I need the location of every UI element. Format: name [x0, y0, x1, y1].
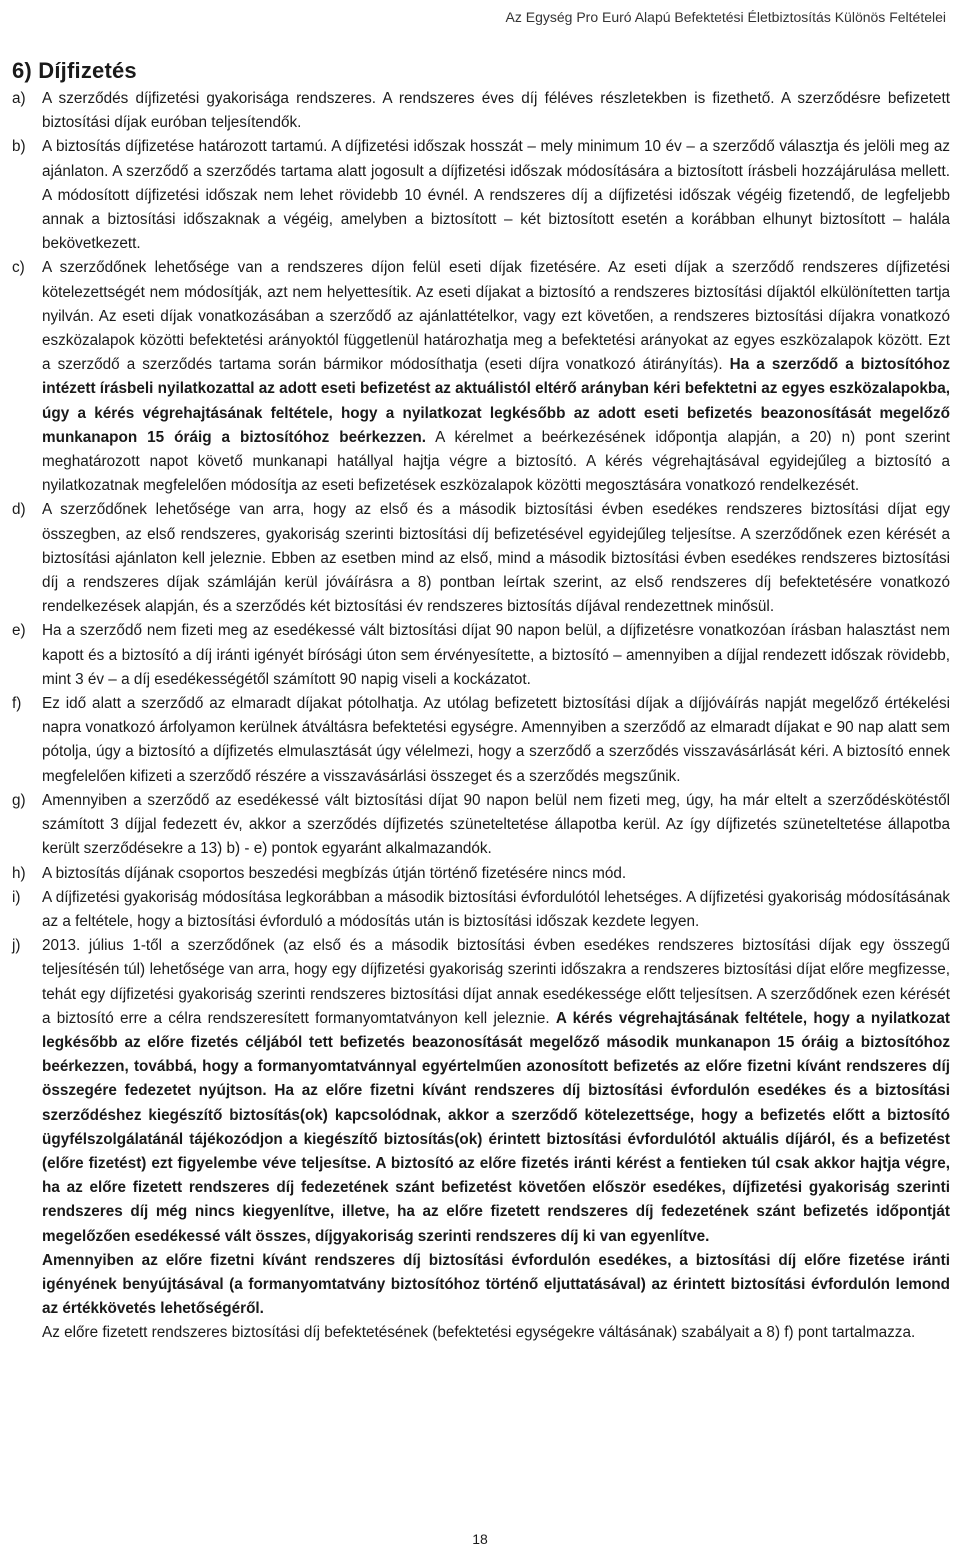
list-item: [12, 692, 950, 789]
bold-text-segment: Ha a szerződő a biztosítóhoz intézett írásbeli nyilatkozattal az adott eseti befizetést az aktuálistól eltérő arányban kéri befektetni az egyes eszközalapokba, úgy a kérés végrehajtásának feltétele, hogy a nyilatkozat legkésőbb az adott eseti befizetés beazonosítását megelőző munkanapon 15 óráig a biztosítóhoz beérkezzen.: [42, 356, 950, 446]
item-paragraph: [42, 1249, 950, 1322]
list-item: [12, 256, 950, 498]
item-letter: e): [12, 622, 26, 640]
item-body: [42, 498, 950, 619]
text-segment: A szerződőnek lehetősége van arra, hogy az első és a második biztosítási évben esedékes rendszeres biztosítási díjat egy összegben, az első rendszeres, gyakoriság szerinti biztosítási díj befizetésével egyidejűleg teljesítse. A szerződőnek ezen kérését a biztosítási ajánlaton kell jeleznie. Ebben az esetben mind az első, mind a második biztosítási évben esedékes rendszeres biztosítási díj a rendszeres díjak számláján kerül jóváírásra a 8) pontban leírtak szerint, az első rendszeres díj befektetésére vonatkozó rendelkezések alapján, és a szerződés két biztosítási év rendszeres biztosítás díjával rendezettnek minősül.: [42, 501, 950, 616]
list-item: [12, 87, 950, 135]
bold-text-segment: A kérés végrehajtásának feltétele, hogy a nyilatkozat legkésőbb az előre fizetés céljából tett befizetés beazonosítását megelőző második munkanapon 15 óráig a biztosítóhoz beérkezzen, továbbá, hogy a formanyomtatvánnyal egyértelműen azonosított befizetés az előre fizetni kívánt rendszeres díj összegére fedezetet nyújtson. Ha az előre fizetni kívánt rendszeres díj biztosítási évfordulón esedékes és a biztosítási szerződéshez kiegészítő biztosítás(ok) kapcsolódnak, akkor a szerződő kötelezettsége, hogy a befizetés előtt a biztosító ügyfélszolgálatánál tájékozódjon a kiegészítő biztosítás(ok) érintett biztosítási évfordulótól aktuális díjáról, és a befizetést (előre fizetést) ezt figyelembe véve teljesítse. A biztosító az előre fizetés iránti kérést a fentieken túl csak akkor hajtja végre, ha az előre fizetett rendszeres díj fedezetének szánt befizetést követően először esedékes, díjfizetési gyakoriság szerinti rendszeres díj még nincs kiegyenlítve, illetve, ha az előre fizetett rendszeres díj fedezetének szánt befizetés időpontját megelőzően esedékessé vált összes, díjgyakoriság szerinti rendszeres díj ki van egyenlítve.: [42, 1009, 950, 1245]
list-item: [12, 886, 950, 934]
page-number: 18: [472, 1531, 488, 1547]
text-segment: Ha a szerződő nem fizeti meg az esedékessé vált biztosítási díjat 90 napon belül, a díjfizetésre vonatkozóan írásban halasztást nem kapott és a biztosító a díj iránti igényét bírósági úton sem érvényesítette, a biztosító – amennyiben a díjjal rendezett időszak rövidebb, mint 3 év – a díj esedékességétől számított 90 napig viseli a kockázatot.: [42, 622, 950, 688]
text-segment: A díjfizetési gyakoriság módosítása legkorábban a második biztosítási évfordulótól lehetséges. A díjfizetési gyakoriság módosításának az a feltétele, hogy a biztosítási évforduló a módosítás után is biztosítási időszak kezdete legyen.: [42, 888, 950, 930]
item-body: [42, 789, 950, 862]
item-letter: d): [12, 501, 26, 519]
item-letter: i): [12, 888, 21, 906]
item-letter: f): [12, 695, 22, 713]
text-segment: A biztosítás díjfizetése határozott tartamú. A díjfizetési időszak hosszát – mely minimum 10 év – a szerződő választja és jelöli meg az ajánlaton. A szerződő a szerződés tartama alatt jogosult a díjfizetési időszak módosítására a biztosított írásbeli hozzájárulása mellett. A módosított díjfizetési időszak nem lehet rövidebb 10 évnél. A rendszeres díj a díjfizetési időszak végéig fizetendő, de legfeljebb annak a biztosítási időszaknak a végéig, amelyben a biztosított – két biztosított esetén a korábban elhunyt biztosított – halála bekövetkezett.: [42, 138, 950, 253]
list-item: [12, 934, 950, 1345]
item-paragraph: [42, 256, 950, 498]
text-segment: 2013. július 1-től a szerződőnek (az első és a második biztosítási évben esedékes rendszeres biztosítási díjak egy összegű teljesítésén túl) lehetősége van arra, hogy egy díjfizetési gyakoriság szerinti időszakra a rendszeres biztosítási díjat előre megfizesse, tehát egy díjfizetési gyakoriság szerinti rendszeres biztosítási díjat annak esedékessége előtt teljesítsen. A szerződőnek ezen kérését a biztosító erre a célra rendszeresített formanyomtatványon kell jeleznie.: [42, 937, 950, 1027]
text-segment: Az előre fizetett rendszeres biztosítási díj befektetésének (befektetési egységekre váltásának) szabályait a 8) f) pont tartalmazza.: [42, 1324, 916, 1342]
item-paragraph: [42, 862, 950, 886]
item-letter: b): [12, 138, 26, 156]
item-paragraph: [42, 692, 950, 789]
item-paragraph: [42, 87, 950, 135]
item-letter: c): [12, 259, 25, 277]
list-item: [12, 619, 950, 692]
text-segment: Ez idő alatt a szerződő az elmaradt díjakat pótolhatja. Az utólag befizetett biztosítási díjak a díjjóváírás napját megelőző értékelési napra vonatkozó árfolyamon kerülnek átváltásra befektetési egységre. Amennyiben a szerződő az elmaradt díjakat e 90 nap alatt sem pótolja, úgy a biztosító a díjfizetés elmulasztását úgy vélelmezi, hogy a szerződő a szerződés visszavásárlását kéri. A biztosító ennek megfelelően kifizeti a szerződő részére a visszavásárlási összeget és a szerződés megszűnik.: [42, 695, 950, 785]
item-paragraph: [42, 886, 950, 934]
list-item: [12, 498, 950, 619]
item-body: [42, 135, 950, 256]
item-letter: h): [12, 864, 26, 882]
list-item: [12, 789, 950, 862]
text-segment: A szerződés díjfizetési gyakorisága rendszeres. A rendszeres éves díj féléves részletekben is fizethető. A szerződésre befizetett biztosítási díjak euróban teljesítendők.: [42, 90, 950, 132]
running-header: Az Egység Pro Euró Alapú Befektetési Életbiztosítás Különös Feltételei: [505, 9, 946, 25]
bold-text-segment: Amennyiben az előre fizetni kívánt rendszeres díj biztosítási évfordulón esedékes, a biztosítási díj előre fizetése iránti igényének benyújtásával (a formanyomtatvány biztosítóhoz történő eljuttatásával) az érintett biztosítási évfordulón lemond az értékkövetés lehetőségéről.: [42, 1251, 950, 1318]
item-body: [42, 934, 950, 1345]
item-paragraph: [42, 498, 950, 619]
section-dijfizetes: [12, 58, 950, 1346]
text-segment: A kérelmet a beérkezésének időpontja alapján, a 20) n) pont szerint meghatározott napot követő munkanapi hatállyal hajtja végre a biztosító. A kérés végrehajtásával egyidejűleg a biztosító a nyilatkozatnak megfelelően módosítja az eseti befizetések eszközalapok közötti megosztására vonatkozó rendelkezését.: [42, 428, 950, 495]
item-body: [42, 619, 950, 692]
item-letter: g): [12, 791, 26, 809]
item-list: [12, 87, 950, 1346]
list-item: [12, 135, 950, 256]
text-segment: Amennyiben a szerződő az esedékessé vált biztosítási díjat 90 napon belül nem fizeti meg, úgy, ha már eltelt a szerződéskötéstől számított 3 díjjal fedezett év, akkor a szerződés díjfizetés szüneteltetése állapotba kerül. Az így díjfizetés szüneteltetése állapotba került szerződésekre a 13) b) - e) pontok egyaránt alkalmazandók.: [42, 791, 950, 858]
item-paragraph: [42, 135, 950, 256]
item-letter: a): [12, 90, 26, 107]
item-paragraph: [42, 619, 950, 692]
item-body: [42, 256, 950, 498]
list-item: [12, 862, 950, 886]
text-segment: A szerződőnek lehetősége van a rendszeres díjon felül eseti díjak fizetésére. Az eseti díjak a szerződő rendszeres díjfizetési kötelezettségét nem módosítják, azt nem helyettesítik. Az eseti díjakat a biztosító a rendszeres biztosítási díjaktól elkülönítetten tartja nyilván. Az eseti díjak vonatkozásában a szerződő az ajánlattételkor, vagy ezt követően, a rendszeres biztosítási díjakra vonatkozó eszközalapok közötti befektetési arányoktól függetlenül határozhatja meg a befektetési arányokat az egyes eszközalapok között. Ezt a szerződő a szerződés tartama során bármikor módosíthatja (eseti díjra vonatkozó átirányítás).: [42, 259, 950, 374]
item-paragraph: [42, 789, 950, 862]
item-body: [42, 87, 950, 135]
item-body: [42, 862, 950, 886]
item-body: [42, 692, 950, 789]
section-title: 6) Díjfizetés: [12, 58, 137, 83]
item-letter: j): [12, 937, 21, 955]
text-segment: A biztosítás díjának csoportos beszedési megbízás útján történő fizetésére nincs mód.: [42, 864, 627, 882]
item-paragraph: [42, 1321, 950, 1345]
item-paragraph: [42, 934, 950, 1249]
item-body: [42, 886, 950, 934]
